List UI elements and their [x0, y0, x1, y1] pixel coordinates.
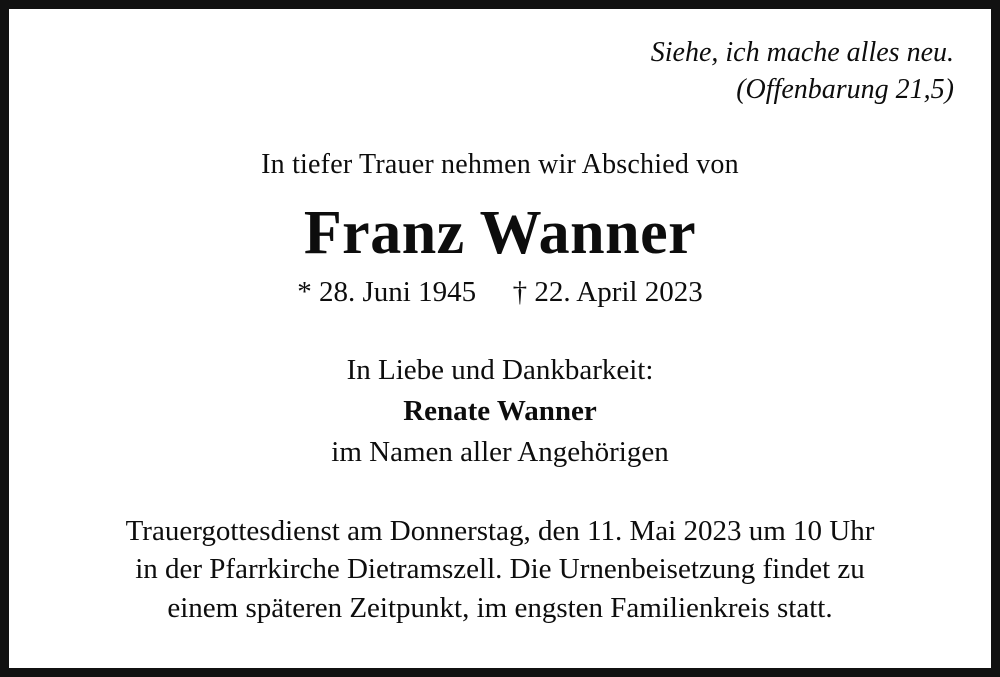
mourner-name: Renate Wanner — [403, 394, 597, 427]
service-line-3: einem späteren Zeitpunkt, im engsten Familienkreis statt. — [167, 592, 833, 625]
verse-line-1: Siehe, ich mache alles neu. — [650, 37, 954, 68]
mourners-block — [331, 351, 668, 472]
bible-verse — [40, 35, 960, 109]
mourners-relatives: im Namen aller Angehörigen — [331, 435, 669, 468]
death-date: † 22. April 2023 — [512, 276, 703, 308]
verse-reference: (Offenbarung 21,5) — [736, 73, 954, 105]
service-line-2: in der Pfarrkirche Dietramszell. Die Urnenbeisetzung findet zu — [135, 553, 865, 586]
life-dates — [297, 276, 702, 309]
service-line-1: Trauergottesdienst am Donnerstag, den 11. Mai 2023 um 10 Uhr — [125, 514, 875, 547]
intro-text: In tiefer Trauer nehmen wir Abschied von — [261, 148, 739, 180]
mourners-intro: In Liebe und Dankbarkeit: — [346, 354, 654, 386]
deceased-name: Franz Wanner — [303, 198, 697, 267]
service-details — [126, 512, 875, 629]
birth-date: * 28. Juni 1945 — [297, 276, 477, 308]
